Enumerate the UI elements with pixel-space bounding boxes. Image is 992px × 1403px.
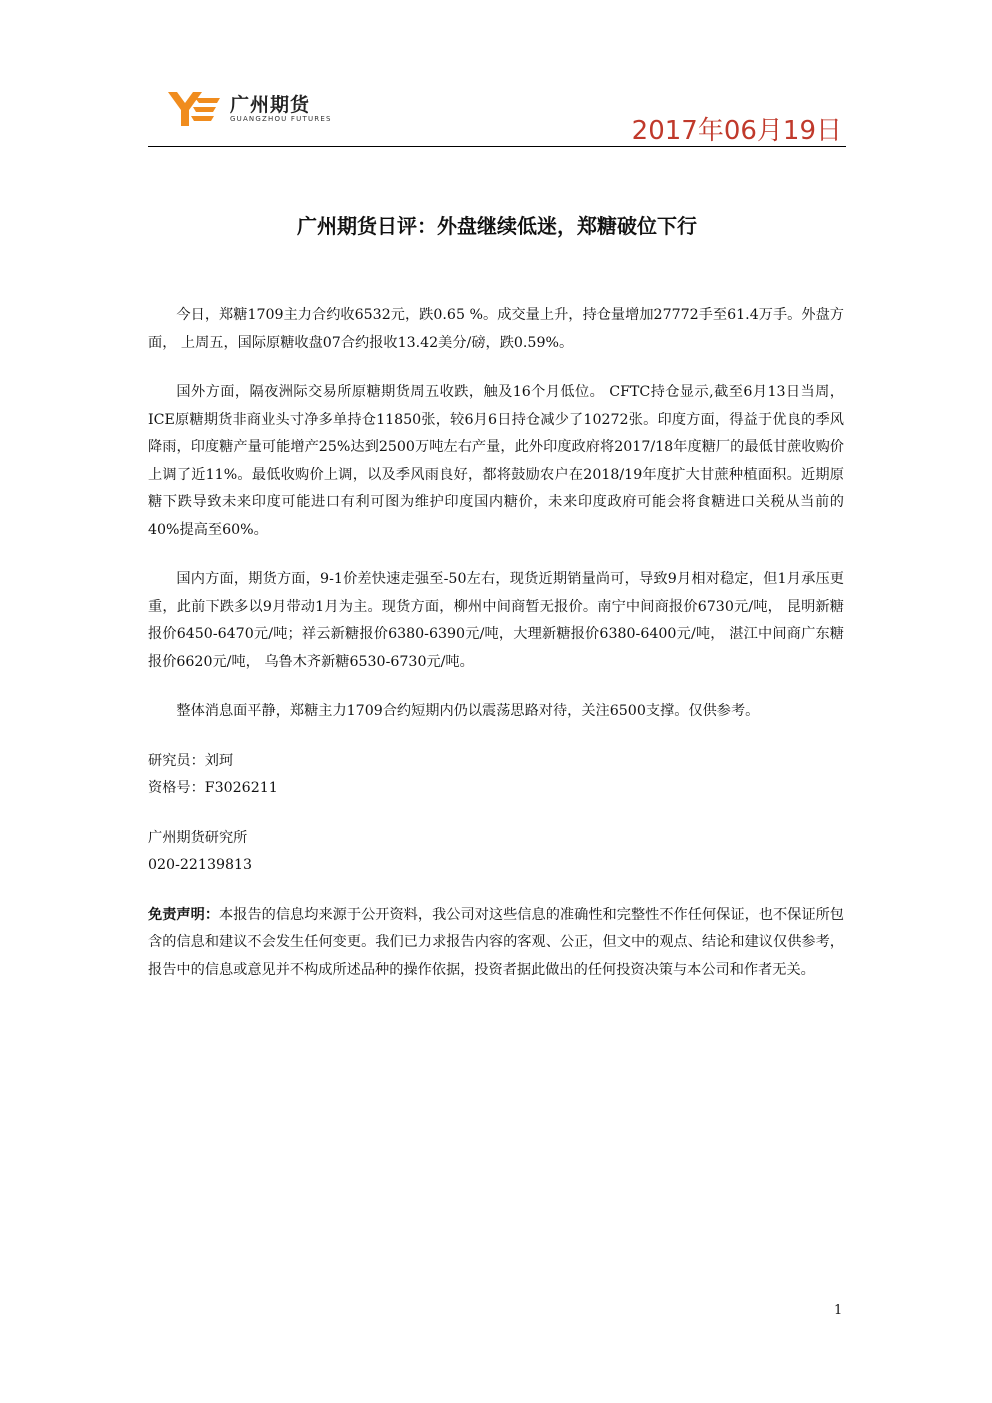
paragraph-market-summary: 今日，郑糖1709主力合约收6532元，跌0.65 %。成交量上升，持仓量增加27772手至61.4万手。外盘方面， 上周五，国际原糖收盘07合约报收13.42美分/磅，跌0.59%。 xyxy=(148,307,844,351)
logo-english-name: GUANGZHOU FUTURES xyxy=(230,115,332,123)
report-body xyxy=(148,302,844,984)
paragraph-international: 国外方面，隔夜洲际交易所原糖期货周五收跌，触及16个月低位。 CFTC持仓显示,截至6月13日当周，ICE原糖期货非商业头寸净多单持仓11850张，较6月6日持仓减少了10272张。印度方面，得益于优良的季风降雨，印度糖产量可能增产25%达到2500万吨左右产量，此外印度政府将2017/18年度糖厂的最低甘蔗收购价上调了近11%。最低收购价上调，以及季风雨良好，都将鼓励农户在2018/19年度扩大甘蔗种植面积。近期原糖下跌导致未来印度可能进口有利可图为维护印度国内糖价，未来印度政府可能会将食糖进口关税从当前的40%提高至60%。 xyxy=(148,384,844,538)
paragraph-outlook: 整体消息面平静，郑糖主力1709合约短期内仍以震荡思路对待，关注6500支撑。仅供参考。 xyxy=(176,703,760,719)
header-divider xyxy=(148,146,846,147)
disclaimer-label: 免责声明： xyxy=(148,906,220,923)
disclaimer-text: 本报告的信息均来源于公开资料，我公司对这些信息的准确性和完整性不作任何保证，也不保证所包含的信息和建议不会发生任何变更。我们已力求报告内容的客观、公正，但文中的观点、结论和建议仅供参考，报告中的信息或意见并不构成所述品种的操作依据，投资者据此做出的任何投资决策与本公司和作者无关。 xyxy=(148,906,844,978)
page-number: 1 xyxy=(834,1303,843,1318)
report-title: 广州期货日评：外盘继续低迷，郑糖破位下行 xyxy=(297,214,697,238)
institute-name: 广州期货研究所 xyxy=(148,829,248,846)
guangzhou-futures-logo-icon xyxy=(168,92,220,126)
logo-chinese-name: 广州期货 xyxy=(230,94,311,116)
disclaimer xyxy=(148,902,844,985)
institute-phone: 020-22139813 xyxy=(148,857,253,873)
report-date: 2017年06月19日 xyxy=(631,116,842,146)
paragraph-domestic: 国内方面，期货方面，9-1价差快速走强至-50左右，现货近期销量尚可，导致9月相对稳定，但1月承压更重，此前下跌多以9月带动1月为主。现货方面，柳州中间商暂无报价。南宁中间商报价6730元/吨， 昆明新糖报价6450-6470元/吨；祥云新糖报价6380-6390元/吨，大理新糖报价6380-6400元/吨， 湛江中间商广东糖报价6620元/吨， 乌鲁木齐新糖6530-6730元/吨。 xyxy=(148,571,844,670)
company-logo xyxy=(168,88,343,128)
researcher-certificate: 资格号：F3026211 xyxy=(148,780,278,796)
researcher-name: 研究员：刘珂 xyxy=(148,752,234,769)
